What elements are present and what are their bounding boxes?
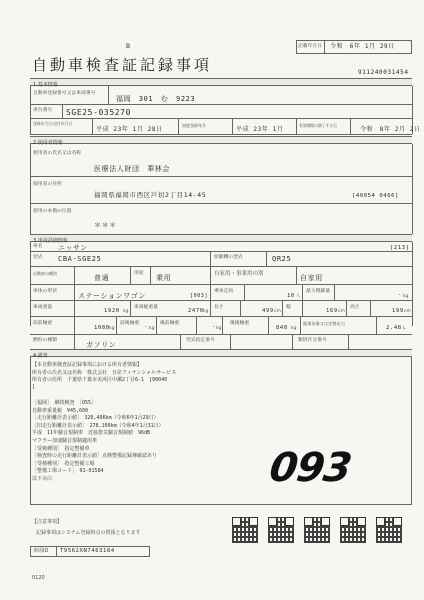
remark-line: ［検査時の走行距離計表示値］点検整備記録簿確認あり	[32, 453, 158, 460]
date-value: 令和 6年 1月 29日	[330, 43, 395, 50]
gross-value: 2470	[188, 308, 204, 314]
width-unit: cm	[338, 309, 345, 314]
displacement-unit: L	[403, 326, 406, 331]
length-value: 499	[262, 308, 274, 314]
remark-line: マフラー加速騒音規制適用車	[32, 438, 98, 444]
remark-line: ［受検種別］ 指定整備車	[32, 445, 90, 452]
rear-front-axle-unit: kg	[216, 326, 222, 331]
qr-code-4	[340, 517, 366, 543]
remark-line: ]	[32, 383, 36, 390]
remark-line: 【本自動車検査証記録事項における所有者情報】	[32, 362, 143, 368]
body-label: 車体の形状	[33, 289, 57, 294]
weight-value: 1920	[104, 308, 120, 314]
remark-line: ［旧走行距離計表示値］ 278,100km（令和4年1月31日）	[32, 422, 164, 429]
fuel-value: ガソリン	[86, 341, 117, 349]
serial-number: 911240031454	[358, 69, 409, 76]
kind-label: 自動車の種別	[33, 271, 57, 276]
maxload-unit: kg	[403, 294, 409, 299]
width-label: 幅	[286, 305, 291, 310]
base-location-value: ＊＊＊	[94, 221, 117, 229]
rear-rear-axle-unit: kg	[291, 326, 297, 331]
width-value: 169	[326, 308, 338, 314]
displacement-label: 総排気量又は定格出力	[303, 321, 345, 326]
remark-line: 自動車重量税 ¥45,600	[32, 407, 89, 414]
body-value: ステーションワゴン	[78, 292, 146, 300]
user-address-value: 福岡県福岡市西区戸切2丁目14-45	[94, 191, 207, 199]
rear-front-axle-label: 後前軸重	[160, 321, 180, 326]
vehicle-id-label: 車両ID	[33, 548, 49, 554]
height-value: 199	[392, 308, 404, 314]
rear-front-axle-value: -	[212, 324, 216, 330]
maxload-label: 最大積載量	[306, 289, 330, 294]
front-rear-axle-unit: kg	[149, 326, 155, 331]
user-address-label: 使用者の住所	[33, 182, 62, 187]
model-value: CBA-SGE25	[58, 255, 102, 263]
user-address-code: [40054 0466]	[352, 193, 399, 199]
remark-line: ［走行距離計表示値］ 326,406km（令和6年1月29日）	[32, 415, 159, 422]
notice-label: 【注意事項】	[32, 519, 63, 525]
rear-rear-axle-label: 後後軸重	[230, 321, 250, 326]
maker-code: [213]	[390, 245, 410, 251]
registration-value: 福岡 301 む 9223	[116, 95, 196, 103]
page-code: 0120	[32, 575, 45, 581]
user-name-value: 医療法人財団 華林会	[94, 165, 170, 173]
section-remarks-header: 4.備考	[30, 349, 412, 357]
registration-label: 自動車登録番号又は車両番号	[33, 91, 96, 96]
kind-value: 普通	[94, 274, 110, 282]
section-vehicle-header: 3.車両詳細情報	[30, 234, 412, 242]
first-year-label: 初度登録年月	[182, 123, 206, 128]
vehicle-id-value: T9562XN7463184	[60, 548, 115, 554]
class-number-label: 類別区分番号	[298, 338, 327, 343]
front-rear-axle-value: -	[144, 324, 148, 330]
length-label: 長さ	[214, 305, 224, 310]
remark-line: 所有者の氏名又は名称 株式会社 日産フィナンシャルサービス	[32, 369, 177, 376]
letter-mark: B	[126, 43, 131, 50]
qr-code-5	[376, 517, 402, 543]
handwritten-number: 093	[266, 445, 354, 491]
weight-label: 車両重量	[33, 305, 53, 310]
height-unit: cm	[404, 309, 411, 314]
page-title: 自動車検査証記録事項	[32, 56, 213, 74]
engine-label: 原動機の型式	[214, 255, 243, 260]
qr-code-1	[232, 517, 258, 543]
expiry-value: 令和 8年 2月 2日	[360, 126, 421, 133]
private-value: 自家用	[300, 274, 323, 282]
user-name-label: 使用者の氏名又は名称	[33, 151, 81, 156]
remark-line: ［整備工場コード］ 91-01584	[32, 468, 104, 475]
use-label: 用途	[134, 271, 144, 276]
weight-unit: kg	[123, 309, 129, 314]
capacity-unit: 人	[296, 294, 301, 299]
body-code: [003]	[190, 293, 209, 299]
engine-value: QR25	[272, 255, 292, 263]
remark-line: 所有者の住所 千葉県千葉市美浜区中瀬2丁目6-1 [90040	[32, 377, 168, 384]
maker-label: 車名	[33, 244, 43, 249]
section-basic-header: 1.基本情報	[30, 78, 412, 86]
fuel-label: 燃料の種類	[33, 338, 57, 343]
chassis-label: 車台番号	[33, 108, 53, 113]
base-location-label: 使用の本拠の位置	[33, 209, 72, 214]
date-label: 記載年月日	[298, 44, 322, 49]
remark-line: ［受検種別］ 指定整備工場	[32, 460, 95, 467]
model-label: 型式	[33, 255, 43, 260]
remark-line: 以下余白	[32, 476, 53, 482]
length-unit: cm	[274, 309, 281, 314]
capacity-label: 乗車定員	[214, 289, 234, 294]
qr-code-2	[268, 517, 294, 543]
maker-value: ニッサン	[58, 244, 88, 252]
first-reg-value: 平成 23年 1月 28日	[96, 126, 163, 133]
private-label: 自家用・事業用の別	[214, 271, 264, 277]
type-number-label: 型式指定番号	[186, 338, 215, 343]
front-front-axle-label: 前前軸重	[33, 321, 53, 326]
front-front-axle-value: 1080	[94, 325, 110, 331]
qr-code-3	[304, 517, 330, 543]
maxload-value: -	[398, 292, 402, 298]
capacity-value: 10	[287, 293, 295, 299]
gross-label: 車両総重量	[134, 305, 158, 310]
front-rear-axle-label: 前後軸重	[120, 321, 140, 326]
remark-line: ［福岡］ 継続検査 ［O55］	[32, 400, 97, 406]
remark-line: 平成 11年騒音規制車 近接排気騒音規制値 96dB	[32, 430, 151, 437]
displacement-value: 2.48	[386, 325, 402, 331]
front-front-axle-unit: kg	[109, 326, 115, 331]
chassis-value: SGE25-035270	[66, 108, 131, 117]
height-label: 高さ	[350, 305, 360, 310]
first-year-value: 平成 23年 1月	[236, 126, 284, 133]
notice-text: 記録事項はシステム登録時点の情報となります	[36, 530, 141, 536]
section-user-header: 2.使用者情報	[30, 136, 412, 144]
use-value: 乗用	[156, 274, 172, 282]
rear-rear-axle-value: 840	[276, 325, 288, 331]
first-reg-label: 登録年月日/交付年月日	[33, 121, 73, 126]
expiry-label: 有効期間の満了する日	[299, 123, 337, 128]
gross-unit: kg	[203, 309, 209, 314]
